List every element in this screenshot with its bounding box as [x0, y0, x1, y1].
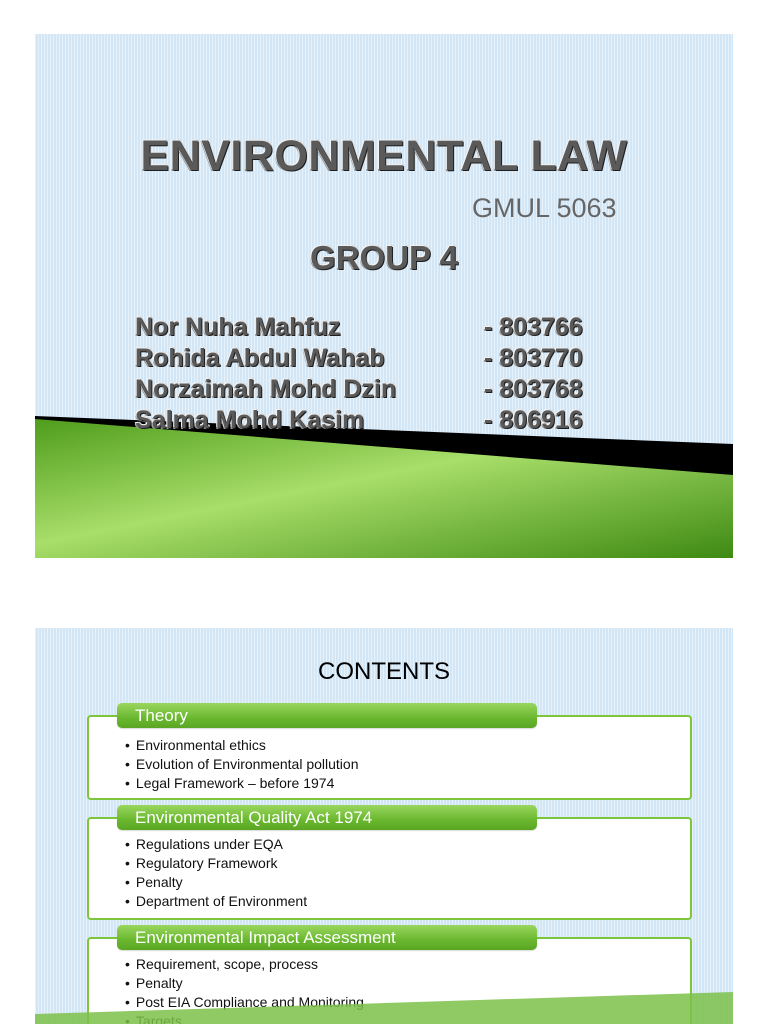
member-name: Rohida Abdul Wahab — [135, 344, 385, 372]
group-label: GROUP 4 — [310, 239, 458, 276]
section-header: Environmental Impact Assessment — [117, 925, 537, 950]
green-wave-graphic — [35, 988, 733, 1024]
list-item: • Department of Environment — [125, 892, 307, 911]
member-name: Salma Mohd Kasim — [135, 406, 365, 434]
member-name: Norzaimah Mohd Dzin — [135, 375, 397, 403]
list-item: • Environmental ethics — [125, 736, 358, 755]
contents-title: CONTENTS — [318, 658, 450, 685]
green-band — [35, 992, 733, 1024]
list-item: • Penalty — [125, 873, 307, 892]
contents-slide — [35, 628, 733, 1024]
member-name: Nor Nuha Mahfuz — [135, 313, 341, 341]
list-item: • Penalty — [125, 974, 364, 993]
section-list — [125, 736, 358, 793]
list-item: • Post EIA Compliance and Monitoring — [125, 993, 364, 1012]
course-code: GMUL 5063 — [472, 193, 617, 223]
list-item: • Legal Framework – before 1974 — [125, 774, 358, 793]
list-item: • Regulatory Framework — [125, 854, 307, 873]
list-item: • Evolution of Environmental pollution — [125, 755, 358, 774]
section-header: Theory — [117, 703, 537, 728]
section-eqa — [87, 805, 692, 920]
section-header: Environmental Quality Act 1974 — [117, 805, 537, 830]
title-slide — [35, 34, 733, 558]
member-id: - 806916 — [484, 406, 583, 434]
section-theory — [87, 703, 692, 800]
slide-title: ENVIRONMENTAL LAW — [140, 132, 628, 180]
member-id: - 803768 — [484, 375, 583, 403]
section-list — [125, 835, 307, 911]
list-item: • Requirement, scope, process — [125, 955, 364, 974]
list-item: • Regulations under EQA — [125, 835, 307, 854]
green-wave-graphic — [35, 34, 733, 558]
member-id: - 803770 — [484, 344, 583, 372]
member-id: - 803766 — [484, 313, 583, 341]
